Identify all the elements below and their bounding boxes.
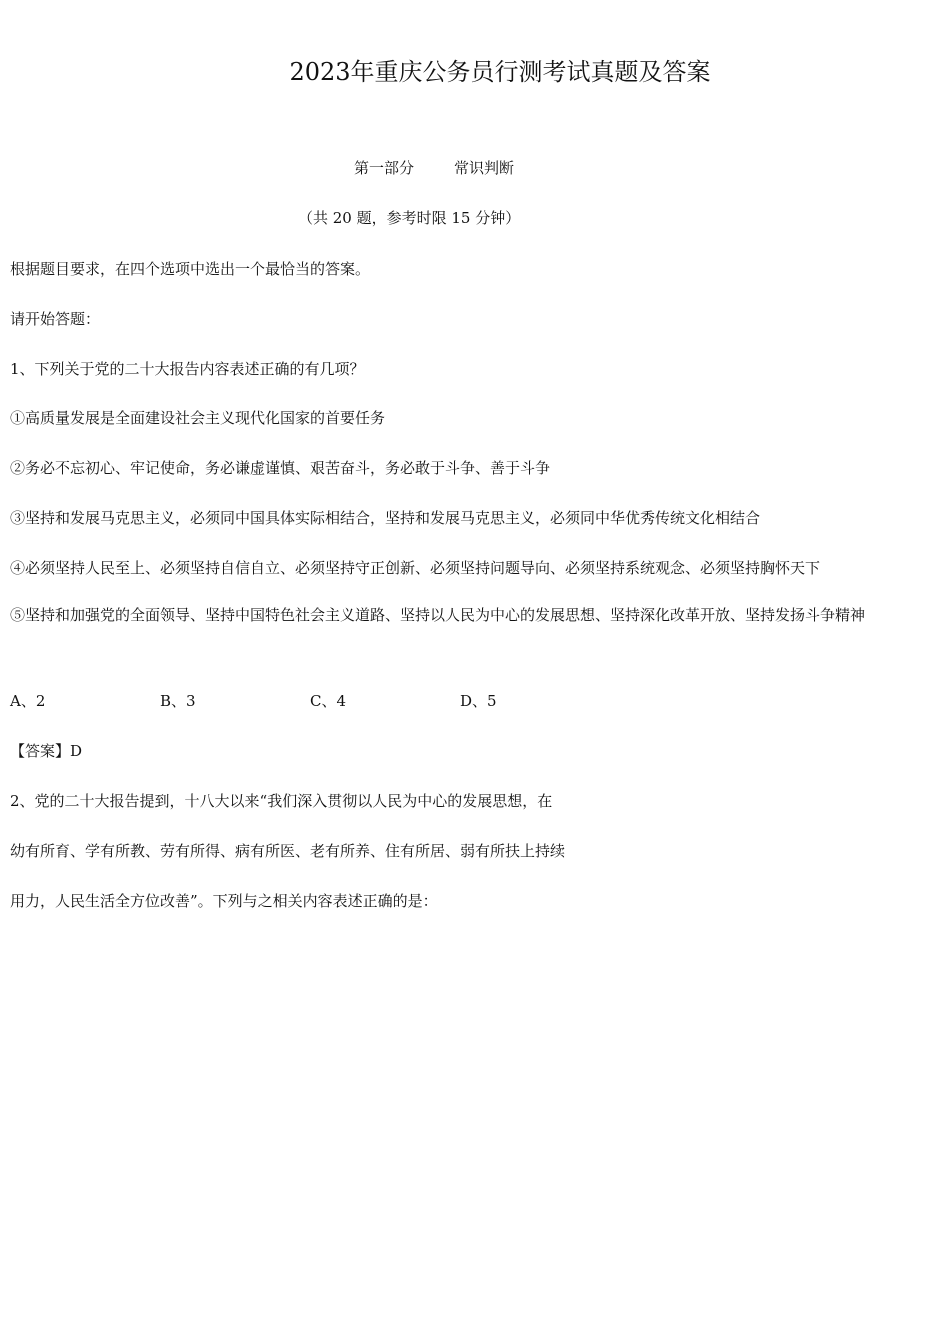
option-d: D、5	[460, 692, 497, 710]
section-info: （共 20 题，参考时限 15 分钟）	[298, 209, 521, 227]
start-prompt: 请开始答题：	[10, 310, 101, 328]
question-1-options	[10, 690, 610, 711]
option-a: A、2	[10, 692, 46, 710]
section-name: 常识判断	[454, 159, 515, 177]
option-c: C、4	[310, 692, 347, 710]
document-title: 2023年重庆公务员行测考试真题及答案	[289, 58, 711, 86]
question-2-line-3: 用力，人民生活全方位改善”。下列与之相关内容表述正确的是：	[10, 892, 438, 910]
option-b: B、3	[160, 692, 196, 710]
question-2-line-1: 2、党的二十大报告提到，十八大以来“我们深入贯彻以人民为中心的发展思想，在	[10, 792, 553, 810]
question-1-item-5: ⑤坚持和加强党的全面领导、坚持中国特色社会主义道路、坚持以人民为中心的发展思想、坚持深化改革开放、坚持发扬斗争精神	[10, 606, 866, 624]
question-1-answer: 【答案】D	[10, 742, 83, 760]
question-1-item-3: ③坚持和发展马克思主义，必须同中国具体实际相结合，坚持和发展马克思主义，必须同中华优秀传统文化相结合	[10, 509, 761, 527]
section-heading	[354, 157, 514, 178]
section-part: 第一部分	[354, 159, 415, 177]
question-1-stem: 1、下列关于党的二十大报告内容表述正确的有几项？	[10, 360, 365, 378]
question-1-item-2: ②务必不忘初心、牢记使命，务必谦虚谨慎、艰苦奋斗，务必敢于斗争、善于斗争	[10, 459, 551, 477]
question-1-item-1: ①高质量发展是全面建设社会主义现代化国家的首要任务	[10, 409, 386, 427]
question-2-line-2: 幼有所育、学有所教、劳有所得、病有所医、老有所养、住有所居、弱有所扶上持续	[10, 842, 566, 860]
instruction-text: 根据题目要求，在四个选项中选出一个最恰当的答案。	[10, 260, 371, 278]
question-1-item-4: ④必须坚持人民至上、必须坚持自信自立、必须坚持守正创新、必须坚持问题导向、必须坚持系统观念、必须坚持胸怀天下	[10, 559, 821, 577]
